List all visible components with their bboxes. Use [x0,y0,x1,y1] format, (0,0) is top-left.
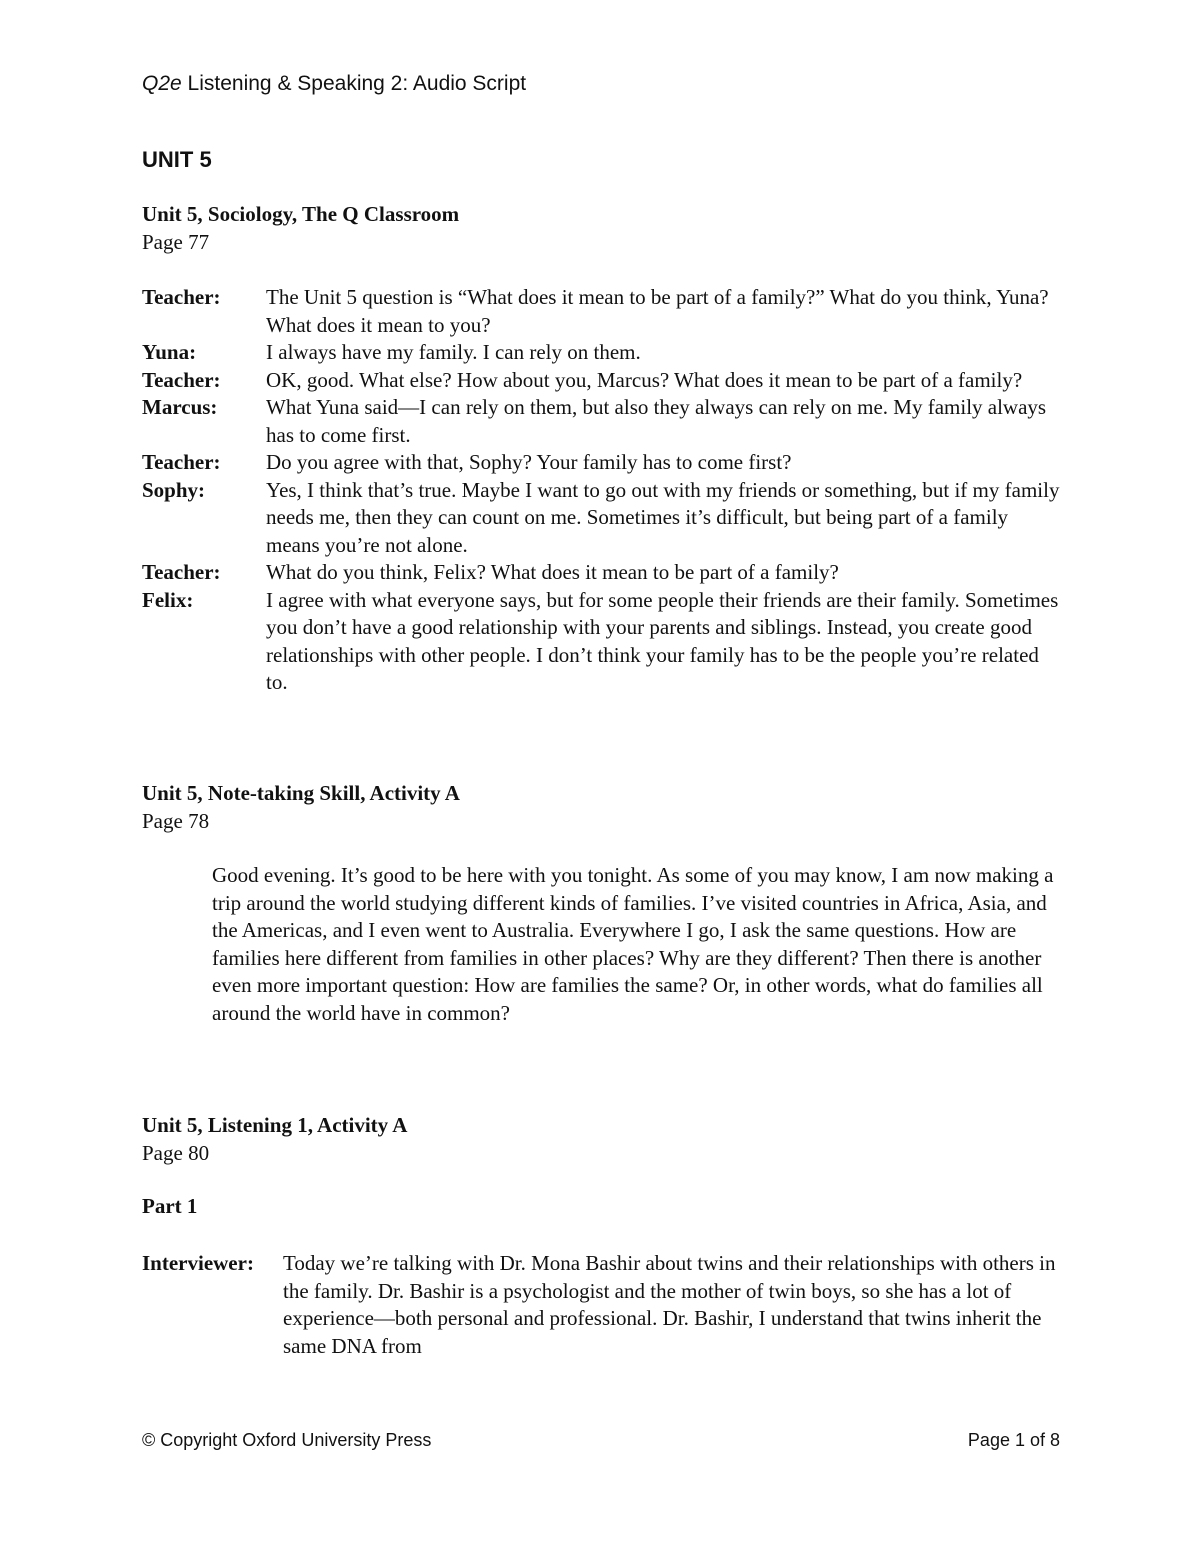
dialogue-line [142,559,1062,587]
page-header [142,72,526,96]
copyright-notice: © Copyright Oxford University Press [142,1430,432,1450]
page-footer [142,1430,1060,1451]
speech-text: I agree with what everyone says, but for some people their friends are their family. Sometimes you don’t have a good relationship with your parents and siblings. Instead, you create good relationships with other people. I don’t think your family has to be the people you’re related to. [266,587,1059,694]
speaker-label: Teacher: [142,450,221,474]
speech-text: OK, good. What else? How about you, Marcus? What does it mean to be part of a family? [266,367,1023,392]
dialogue-line [142,587,1062,697]
speaker-label: Sophy: [142,477,206,502]
speaker-label: Teacher: [142,367,221,392]
section-page: Page 78 [142,809,210,833]
speech-text: What Yuna said—I can rely on them, but also they always can rely on me. My family always has to come first. [266,395,1047,447]
section-page: Page 77 [142,230,210,254]
dialogue-line [142,477,1062,560]
dialogue-line [142,339,1062,367]
dialogue-line [142,1250,1062,1360]
speech-text: What do you think, Felix? What does it mean to be part of a family? [266,560,839,584]
section-title: Unit 5, Note-taking Skill, Activity A [142,781,460,805]
unit-title: UNIT 5 [142,147,212,172]
page-number: Page 1 of 8 [967,1430,1060,1450]
speech-text: I always have my family. I can rely on them. [266,340,641,364]
speaker-label: Yuna: [142,340,197,364]
dialogue [142,1250,1062,1360]
speaker-label: Teacher: [142,285,221,309]
section-heading [142,1111,407,1167]
dialogue-line [142,449,1062,477]
speaker-label: Teacher: [142,560,221,584]
speaker-label: Felix: [142,587,194,612]
section-heading [142,200,459,256]
section-page: Page 80 [142,1141,210,1165]
series-name: Q2e [142,72,182,95]
dialogue-line [142,367,1062,395]
speech-text: Today we’re talking with Dr. Mona Bashir about twins and their relationships with others in the family. Dr. Bashir is a psychologist and the mother of twin boys, so she has a lot of experience—both personal and professional. Dr. Bashir, I understand that twins inherit the same DNA from [283,1251,1056,1358]
speaker-label: Interviewer: [142,1251,254,1275]
dialogue [142,284,1062,697]
section-title: Unit 5, Listening 1, Activity A [142,1113,408,1137]
section-title: Unit 5, Sociology, The Q Classroom [142,202,460,226]
dialogue-line [142,394,1062,449]
speech-text: Yes, I think that’s true. Maybe I want to go out with my friends or something, but if my family needs me, then they can count on me. Sometimes it’s difficult, but being part of a family means you’re not alone. [266,477,1060,557]
speech-text: The Unit 5 question is “What does it mean to be part of a family?” What do you think, Yuna? What does it mean to you? [266,285,1049,337]
speaker-label: Marcus: [142,395,218,419]
dialogue-line [142,284,1062,339]
part-heading: Part 1 [142,1194,198,1218]
lecture-paragraph: Good evening. It’s good to be here with you tonight. As some of you may know, I am now making a trip around the world studying different kinds of families. I’ve visited countries in Africa, Asia, and the Americas, and I even went to Australia. Everywhere I go, I ask the same questions. How are families here different from families in other places? Why are they different? Then there is another even more important question: How are families the same? Or, in other words, what do families all around the world have in common? [212,863,1054,1025]
section-heading [142,779,460,835]
header-title: Listening & Speaking 2: Audio Script [187,72,527,95]
speech-text: Do you agree with that, Sophy? Your family has to come first? [266,450,792,474]
